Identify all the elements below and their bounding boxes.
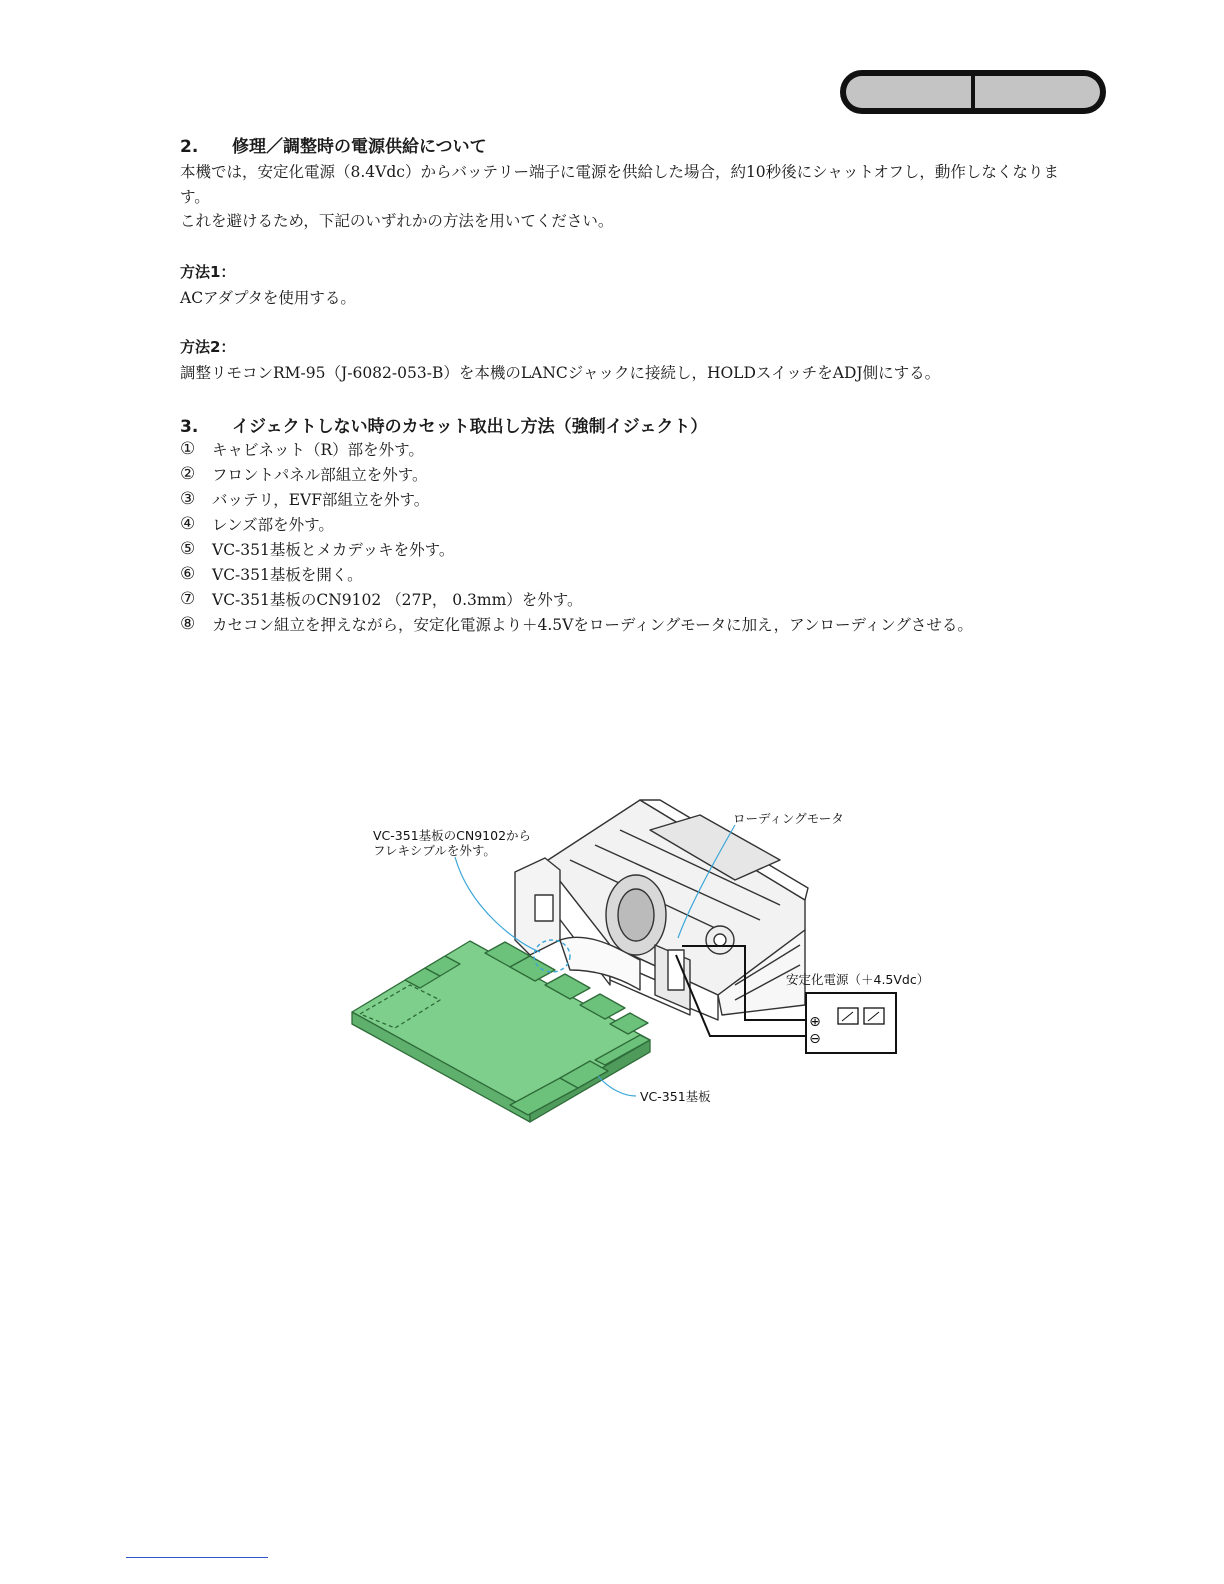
method2-label: 方法2： bbox=[180, 338, 236, 356]
section2-para-line3: これを避けるため，下記のいずれかの方法を用いてください。 bbox=[180, 212, 614, 230]
step-text: VC-351基板とメカデッキを外す。 bbox=[212, 541, 455, 559]
step-text: キャビネット（R）部を外す。 bbox=[212, 441, 424, 459]
step-text: フロントパネル部組立を外す。 bbox=[212, 466, 428, 484]
method2-text: 調整リモコンRM-95（J-6082-053-B）を本機のLANCジャックに接続し，HOLDスイッチをADJ側にする。 bbox=[180, 364, 941, 382]
section2-title: 修理／調整時の電源供給について bbox=[232, 137, 487, 157]
step-marker: ① bbox=[180, 439, 196, 459]
footer-rule bbox=[126, 1557, 268, 1558]
section3-title: イジェクトしない時のカセット取出し方法（強制イジェクト） bbox=[232, 417, 708, 437]
method1-label: 方法1： bbox=[180, 263, 236, 281]
callout-board: VC-351基板 bbox=[640, 1089, 711, 1104]
step-marker: ④ bbox=[180, 514, 196, 534]
section2-para-line1: 本機では，安定化電源（8.4Vdc）からバッテリー端子に電源を供給した場合，約10秒後にシャットオフし，動作しなくなりま bbox=[180, 163, 1059, 181]
callout-flex-line2: フレキシブルを外す。 bbox=[373, 843, 496, 858]
callout-motor: ローディングモータ bbox=[733, 811, 844, 826]
section2-para-line2: す。 bbox=[180, 188, 210, 206]
minus-terminal: ⊖ bbox=[809, 1031, 821, 1047]
step-marker: ③ bbox=[180, 489, 196, 509]
step-marker: ⑤ bbox=[180, 539, 196, 559]
step-marker: ⑥ bbox=[180, 564, 196, 584]
step-marker: ⑦ bbox=[180, 589, 196, 609]
section3-number: 3. bbox=[180, 417, 199, 437]
method1-text: ACアダプタを使用する。 bbox=[180, 289, 356, 307]
plus-terminal: ⊕ bbox=[809, 1014, 821, 1030]
step-text: VC-351基板のCN9102 （27P， 0.3mm）を外す。 bbox=[212, 591, 583, 609]
step-text: カセコン組立を押えながら，安定化電源より＋4.5Vをローディングモータに加え，アンローディングさせる。 bbox=[212, 616, 973, 634]
step-text: レンズ部を外す。 bbox=[212, 516, 334, 534]
step-text: VC-351基板を開く。 bbox=[212, 566, 363, 584]
step-marker: ⑧ bbox=[180, 614, 196, 634]
step-text: バッテリ，EVF部組立を外す。 bbox=[212, 491, 430, 509]
section2-number: 2. bbox=[180, 137, 199, 157]
step-marker: ② bbox=[180, 464, 196, 484]
callout-flex-line1: VC-351基板のCN9102から bbox=[373, 828, 532, 843]
callout-power: 安定化電源（＋4.5Vdc） bbox=[786, 972, 930, 987]
